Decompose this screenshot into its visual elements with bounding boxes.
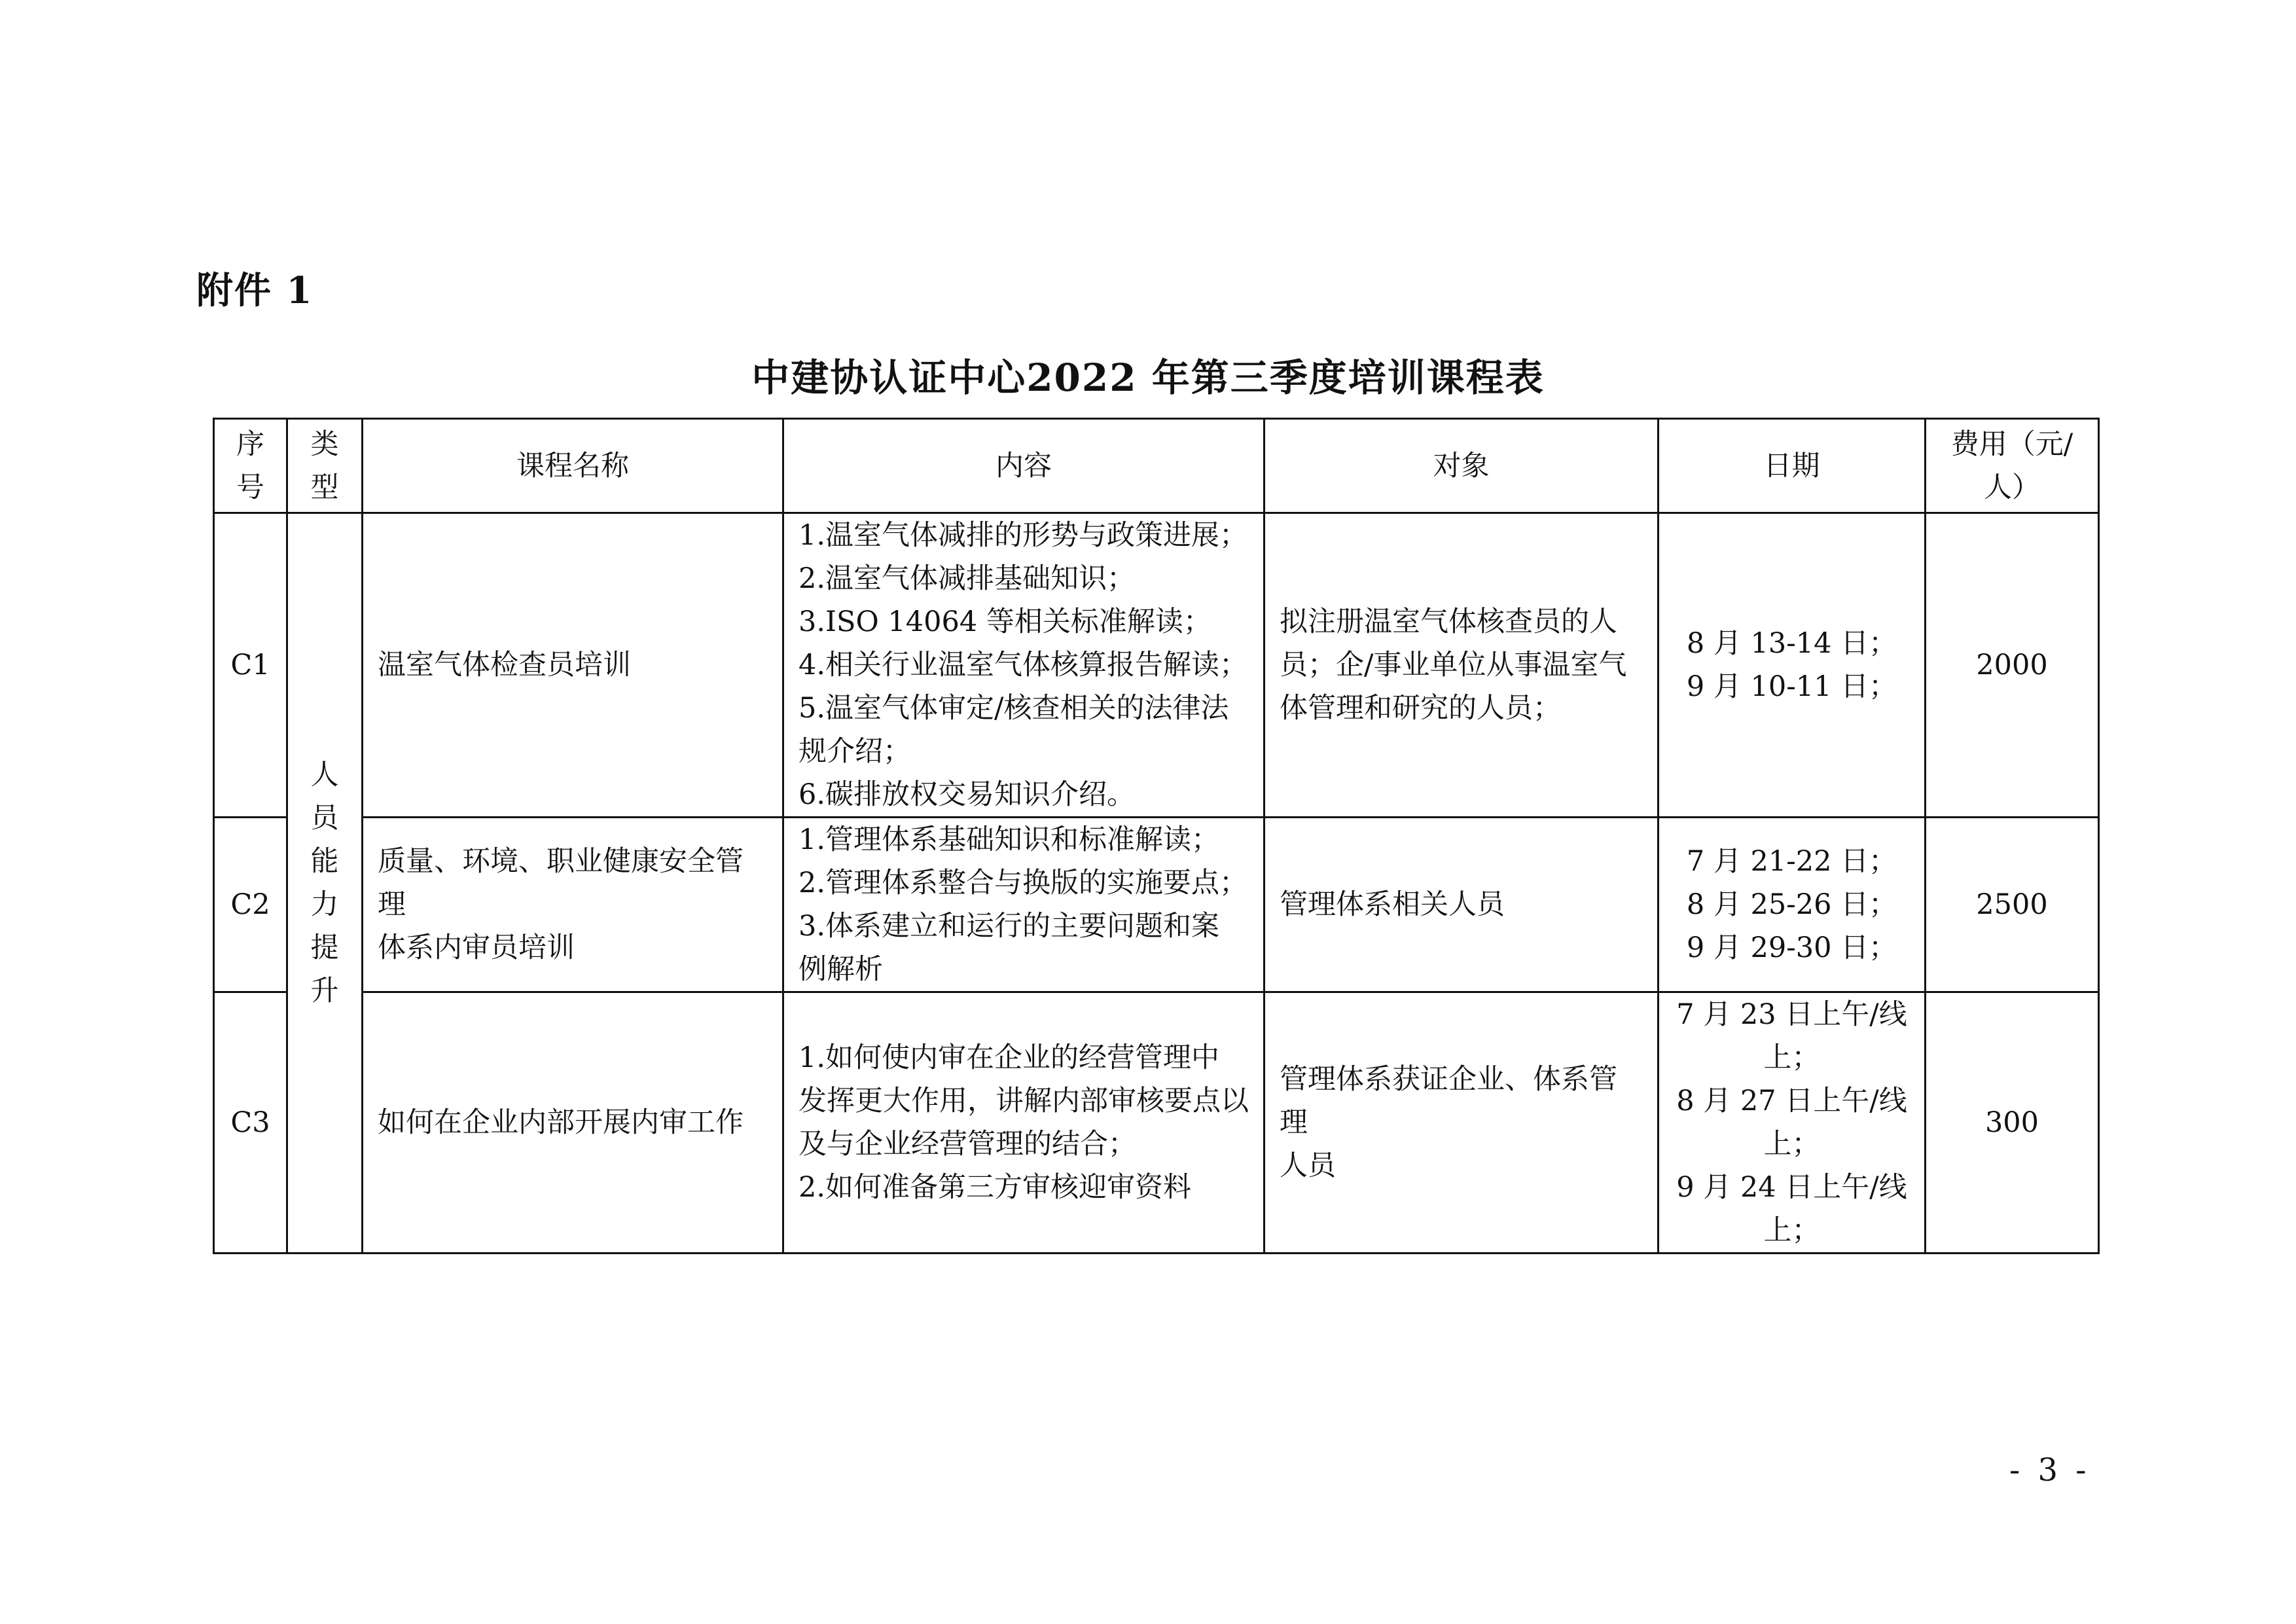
course-content [783,818,1265,992]
date-line: 8 月 25-26 日； [1686,888,1897,921]
date-line: 上； [1763,1214,1820,1247]
audience-line: 拟注册温室气体核查员的人 [1280,605,1617,638]
category-char: 提 [310,931,339,964]
course-content [783,513,1265,818]
table-row [214,818,2099,992]
course-id: C2 [214,818,287,992]
audience-line: 员；企/事业单位从事温室气 [1280,649,1627,681]
category-char: 力 [310,888,339,921]
course-id: C1 [214,513,287,818]
course-fee: 2500 [1926,818,2099,992]
content-line: 及与企业经营管理的结合； [798,1128,1136,1161]
course-dates [1659,992,1926,1254]
date-line: 9 月 24 日上午/线 [1676,1171,1907,1204]
header-type [287,419,363,513]
page-title: 中建协认证中心2022 年第三季度培训课程表 [751,355,1545,400]
date-line: 上； [1763,1041,1820,1074]
content-line: 2.温室气体减排基础知识； [798,562,1136,595]
course-name [363,818,783,992]
content-line: 3.体系建立和运行的主要问题和案 [798,910,1220,943]
content-line: 3.ISO 14064 等相关标准解读； [798,605,1211,638]
header-date: 日期 [1659,419,1926,513]
category-char: 人 [310,759,339,791]
header-fee-line: 人） [1984,471,2040,504]
attachment-label: 附件 1 [196,269,314,312]
content-line: 例解析 [798,953,883,986]
content-line: 1.温室气体减排的形势与政策进展； [798,519,1248,552]
course-name [363,992,783,1254]
page-number: - 3 - [2009,1452,2090,1489]
course-dates [1659,513,1926,818]
header-audience: 对象 [1265,419,1659,513]
table-row [214,513,2099,818]
course-name [363,513,783,818]
course-name-line: 质量、环境、职业健康安全管理 [378,845,744,921]
category-char: 升 [310,975,339,1007]
header-seq [214,419,287,513]
header-seq-line: 序 [236,427,264,461]
category-char: 员 [310,802,339,835]
course-dates [1659,818,1926,992]
content-line: 1.管理体系基础知识和标准解读； [798,823,1220,856]
content-line: 发挥更大作用，讲解内部审核要点以 [798,1085,1249,1117]
course-content [783,992,1265,1254]
audience-line: 管理体系获证企业、体系管理 [1280,1063,1617,1139]
header-type-line: 类 [310,427,339,461]
date-line: 8 月 13-14 日； [1686,627,1897,660]
course-audience [1265,992,1659,1254]
header-content: 内容 [783,419,1265,513]
date-line: 7 月 21-22 日； [1686,845,1897,878]
content-line: 5.温室气体审定/核查相关的法律法 [798,692,1229,725]
course-name-line: 如何在企业内部开展内审工作 [378,1106,744,1139]
header-type-line: 型 [310,471,339,504]
content-line: 2.如何准备第三方审核迎审资料 [798,1171,1192,1204]
course-id: C3 [214,992,287,1254]
course-fee: 300 [1926,992,2099,1254]
audience-line: 体管理和研究的人员； [1280,692,1561,725]
course-name-line: 体系内审员培训 [378,931,575,964]
date-line: 9 月 10-11 日； [1686,670,1897,703]
audience-line: 管理体系相关人员 [1280,888,1505,921]
date-line: 8 月 27 日上午/线 [1676,1085,1907,1117]
category-cell [287,513,363,1254]
header-course-name: 课程名称 [363,419,783,513]
header-fee [1926,419,2099,513]
header-row [214,419,2099,513]
content-line: 2.管理体系整合与换版的实施要点； [798,867,1248,899]
table-row [214,992,2099,1254]
course-name-line: 温室气体检查员培训 [378,649,631,681]
header-fee-line: 费用（元/ [1950,427,2073,461]
course-schedule-table [213,418,2100,1254]
audience-line: 人员 [1280,1149,1336,1182]
date-line: 上； [1763,1128,1820,1161]
content-line: 1.如何使内审在企业的经营管理中 [798,1041,1220,1074]
course-audience [1265,818,1659,992]
header-seq-line: 号 [236,471,264,504]
content-line: 规介绍； [798,735,911,768]
category-char: 能 [310,845,339,878]
date-line: 7 月 23 日上午/线 [1676,998,1907,1031]
date-line: 9 月 29-30 日； [1686,931,1897,964]
content-line: 4.相关行业温室气体核算报告解读； [798,649,1248,681]
content-line: 6.碳排放权交易知识介绍。 [798,778,1136,811]
course-fee: 2000 [1926,513,2099,818]
course-audience [1265,513,1659,818]
